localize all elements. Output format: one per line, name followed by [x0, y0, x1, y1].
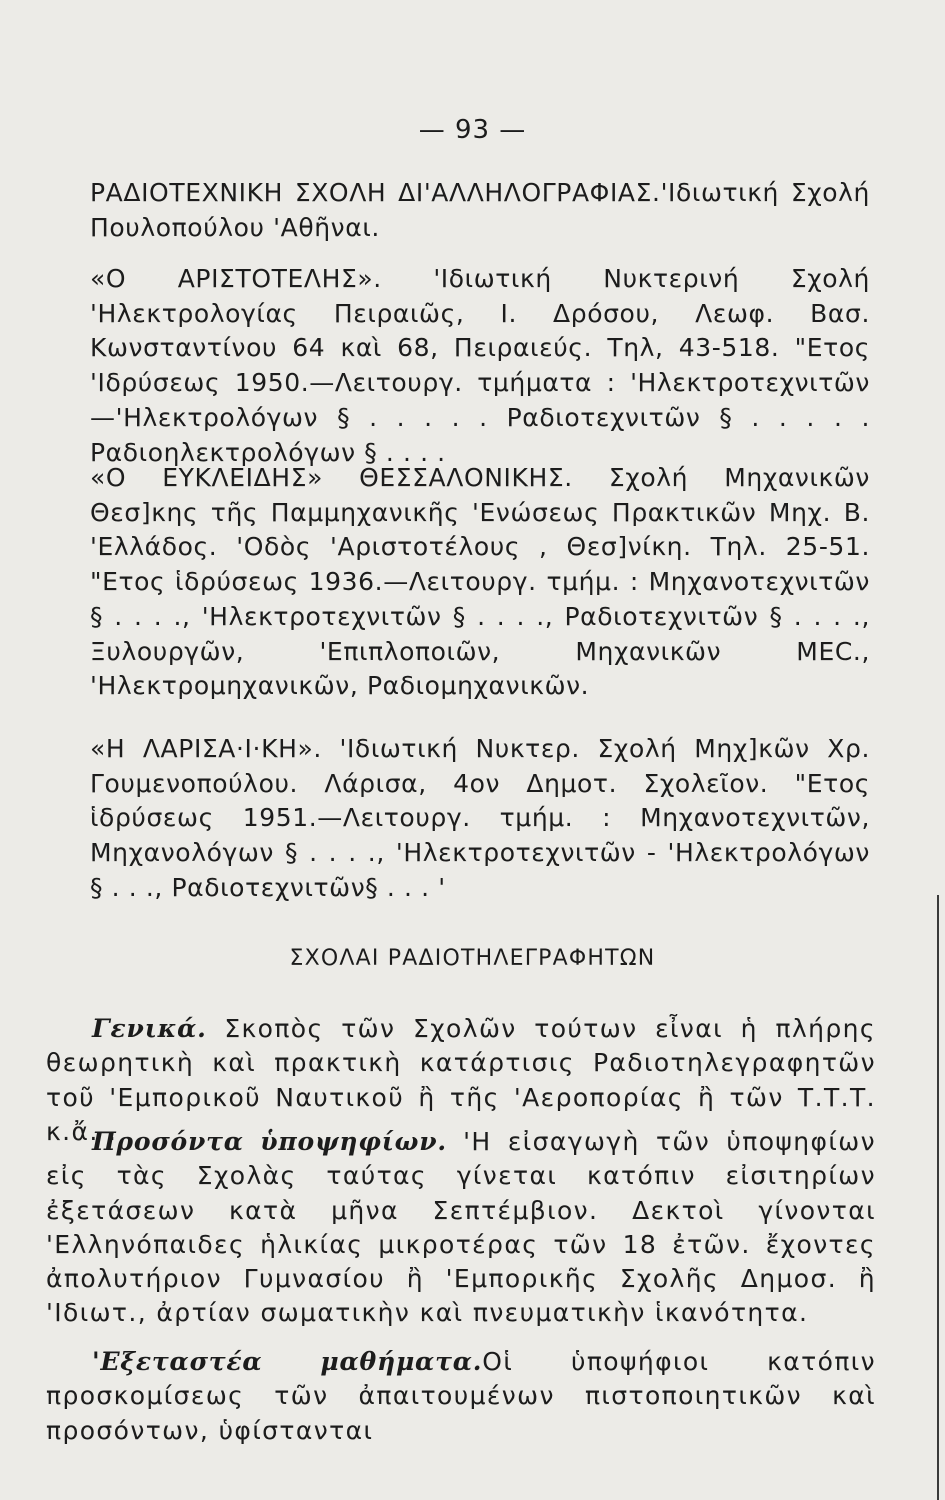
entry-aristotelis: «Ο ΑΡΙΣΤΟΤΕΛΗΣ». 'Ιδιωτική Νυκτερινή Σχολή 'Ηλεκτρολογίας Πειραιῶς, Ι. Δρόσου, Λεωφ. Βασ. Κωνσταντίνου 64 καὶ 68, Πειραιεύς. Τηλ, 43-518. "Ετος 'Ιδρύσεως 1950.—Λειτουργ. τμήματα : 'Ηλεκτροτεχνιτῶν—'Ηλεκτρολόγων § . . . . . Ραδιοτεχνιτῶν § . . . . . Ραδιοηλεκτρολόγων § . . . .	[90, 264, 870, 467]
entry-efkleidis: «Ο ΕΥΚΛΕΙΔΗΣ» ΘΕΣΣΑΛΟΝΙΚΗΣ. Σχολή Μηχανικῶν Θεσ]κης τῆς Παμμηχανικῆς 'Ενώσεως Πρακτικῶν Μηχ. Β. 'Ελλάδος. 'Οδὸς 'Αριστοτέλους , Θεσ]νίκη. Τηλ. 25-51. "Ετος ἱδρύσεως 1936.—Λειτουργ. τμήμ. : Μηχανοτεχνιτῶν § . . . ., 'Ηλεκτροτεχνιτῶν § . . . ., Ραδιοτεχνιτῶν § . . . ., Ξυλουργῶν, 'Επιπλοποιῶν, Μηχανικῶν ΜΕC., 'Ηλεκτρομηχανικῶν, Ραδιομηχανικῶν.	[90, 463, 870, 701]
paragraph-lead: Γενικά.	[92, 1014, 207, 1043]
entry-larisaiki: «Η ΛΑΡΙΣΑ·Ι·ΚΗ». 'Ιδιωτική Νυκτερ. Σχολή Μηχ]κῶν Χρ. Γουμενοπούλου. Λάρισα, 4ον Δημοτ. Σχολεῖον. "Ετος ἱδρύσεως 1951.—Λειτουργ. τμήμ. : Μηχανοτεχνιτῶν, Μηχανολόγων § . . . ., 'Ηλεκτροτεχνιτῶν - 'Ηλεκτρολόγων § . . ., Ραδιοτεχνιτῶν§ . . . '	[90, 734, 870, 902]
paragraph-lead: Προσόντα ὑποψηφίων.	[92, 1127, 447, 1156]
paragraph-body: Οἱ ὑποψήφιοι κατόπιν προσκομίσεως τῶν ἀπαιτουμένων πιστοποιητικῶν καὶ προσόντων, ὑφίστανται	[46, 1347, 876, 1445]
page-number: — 93 —	[418, 115, 527, 145]
paragraph-exetastea	[46, 1345, 876, 1448]
paragraph-prosonta	[46, 1125, 876, 1331]
paragraph-body: 'Η εἰσαγωγὴ τῶν ὑποψηφίων εἰς τὰς Σχολὰς ταύτας γίνεται κατόπιν εἰσιτηρίων ἐξετάσεων κατὰ μῆνα Σεπτέμβιον. Δεκτοὶ γίνονται 'Ελληνόπαιδες ἡλικίας μικροτέρας τῶν 18 ἐτῶν. ἔχοντες ἀπολυτήριον Γυμνασίου ἢ 'Εμπορικῆς Σχολῆς Δημοσ. ἢ 'Ιδιωτ., ἀρτίαν σωματικὴν καὶ πνευματικὴν ἱκανότητα.	[46, 1127, 876, 1328]
page-edge-line	[937, 895, 939, 1500]
paragraph-lead: 'Εξεταστέα μαθήματα.	[92, 1347, 483, 1376]
section-heading: ΣΧΟΛΑΙ ΡΑΔΙΟΤΗΛΕΓΡΑΦΗΤΩΝ	[289, 946, 656, 971]
paragraph-body: Σκοπὸς τῶν Σχολῶν τούτων εἶναι ἡ πλήρης θεωρητικὴ καὶ πρακτικὴ κατάρτισις Ραδιοτηλεγραφητῶν τοῦ 'Εμπορικοῦ Ναυτικοῦ ἢ τῆς 'Αεροπορίας ἢ τῶν Τ.Τ.Τ. κ.ἄ. .	[46, 1014, 876, 1146]
entry-radiotechniki: ΡΑΔΙΟΤΕΧΝΙΚΗ ΣΧΟΛΗ ΔΙ'ΑΛΛΗΛΟΓΡΑΦΙΑΣ.'Ιδιωτική Σχολή Πουλοπούλου 'Αθῆναι.	[90, 178, 870, 242]
